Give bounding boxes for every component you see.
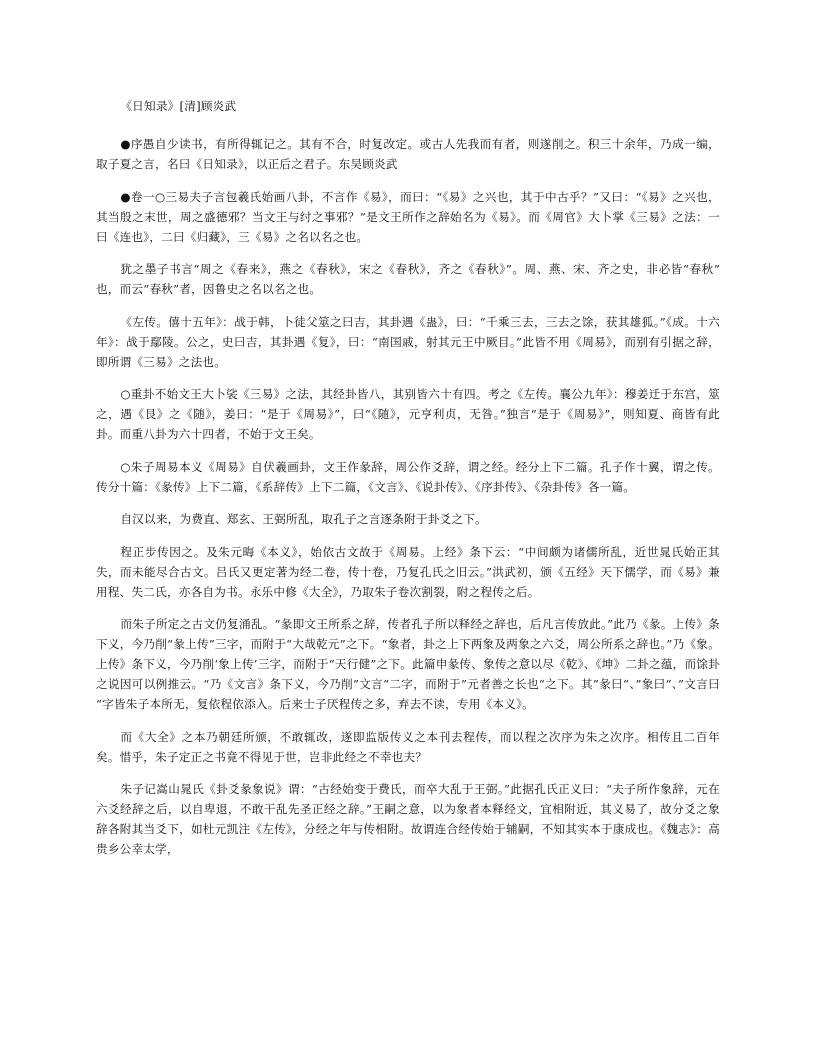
paragraph-chonggua: ○重卦不始文王大卜裟《三易》之法，其经卦皆八，其别皆六十有四。考之《左传。襄公九年》：穆姜迁于东宫，筮之，遇《艮》之《随》，姜曰：“是于《周易》”，曰“《随》，元亨利贞，无咎。”独言“是于《周易》”，则知夏、商皆有此卦。而重八卦为六十四者，不始于文王矣。 [96,387,720,441]
paragraph-zhuzi-benyi: ○朱子周易本义《周易》自伏羲画卦，文王作彖辞，周公作爻辞，谓之经。经分上下二篇。孔子作十翼，谓之传。传分十篇：《彖传》上下二篇，《系辞传》上下二篇，《文言》、《说卦传》、《序卦传》、《杂卦传》各一篇。 [96,459,720,494]
paragraph-guwen-chongluan: 而朱子所定之古文仍复涌乱。“彖即文王所系之辞，传者孔子所以释经之辞也，后凡言传放此。”此乃《彖。上传》条下义，今乃削“彖上传”三字，而附于“大哉乾元”之下。“象者，卦之上下两象及两象之六爻，周公所系之辞也。”乃《象。上传》条下义，今乃削‘象上传’三字，而附于“天行健”之下。此篇申彖传、象传之意以尽《乾》、《坤》二卦之蕴，而馀卦之说因可以例推云。“乃《文言》条下义，今乃削”文言“二字，而附于”元者善之长也“之下。其”彖曰“、”象曰“、”文言曰“字皆朱子本所无，复依程依添入。后来士子厌程传之多，弃去不读，专用《本义》。 [96,617,720,711]
paragraph-songshan-chaoshi: 朱子记嵩山晁氏《卦爻彖象说》谓：“古经始变于费氏，而卒大乱于王弼。”此据孔氏正义曰：“夫子所作象辞，元在六爻经辞之后，以自卑退，不敢干乱先圣正经之辞。”王嗣之意，以为象者本释经文，宜相附近，其义易了，故分爻之象辞各附其当爻下，如杜元凯注《左传》，分经之年与传相附。故谓连合经传始于辅嗣，不知其实本于康成也。《魏志》：高贵乡公幸太学， [96,782,720,856]
paragraph-preface: ●序愚自少读书，有所得辄记之。其有不合，时复改定。或古人先我而有者，则遂削之。积三十余年，乃成一编，取子夏之言，名曰《日知录》，以正后之君子。东吴顾炎武 [96,137,720,171]
paragraph-chengzhengbu: 程正步传因之。及朱元晦《本义》，始依古文故于《周易。上经》条下云：“中间颇为诸儒所乱，近世晁氏始正其失，而未能尽合古文。吕氏又更定著为经二卷，传十卷，乃复孔氏之旧云。”洪武初，颁《五经》天下儒学，而《易》兼用程、失二氏，亦各自为书。永乐中修《大全》，乃取朱子卷次割裂，附之程传之后。 [96,544,720,599]
document-title: 《日知录》[清]顾炎武 [120,99,237,113]
paragraph-zuozhuan-xi: 《左传。僖十五年》：战于韩，卜徒父筮之曰吉，其卦遇《蛊》，曰：“千乘三去，三去之馀，获其雄狐。”《成。十六年》：战于鄢陵。公之，史曰吉，其卦遇《复》，曰：“南国戚，射其元王中厥目。”此皆不用《周易》，而别有引据之辞，即所谓《三易》之法也。 [96,314,720,369]
paragraph-zihan-yilai: 自汉以来，为费直、郑玄、王弼所乱，取孔子之言逐条附于卦爻之下。 [120,512,487,526]
paragraph-daquan-ben: 而《大全》之本乃朝廷所颁，不敢辄改，遂即监版传义之本刊去程传，而以程之次序为朱之次序。相传且二百年矣。惜乎，朱子定正之书竟不得见于世，岂非此经之不幸也夫？ [96,729,720,764]
document-body [96,96,720,859]
paragraph-juan-yi-sanyi: ●卷一○三易夫子言包羲氏始画八卦，不言作《易》，而曰：“《易》之兴也，其于中古乎？”又曰：“《易》之兴也，其当殷之末世，周之盛德邪？当文王与纣之事邪？”是文王所作之辞始名为《易》。而《周官》大卜掌《三易》之法：一曰《连也》，二曰《归藏》，三《易》之名以名之也。 [96,189,720,244]
paragraph-mozi-chunqiu: 犹之墨子书言“周之《春来》，燕之《春秋》，宋之《春秋》，齐之《春秋》”。周、燕、宋、齐之史，非必皆“春秋”也，而云“春秋”者，因鲁史之名以名之也。 [96,262,720,296]
